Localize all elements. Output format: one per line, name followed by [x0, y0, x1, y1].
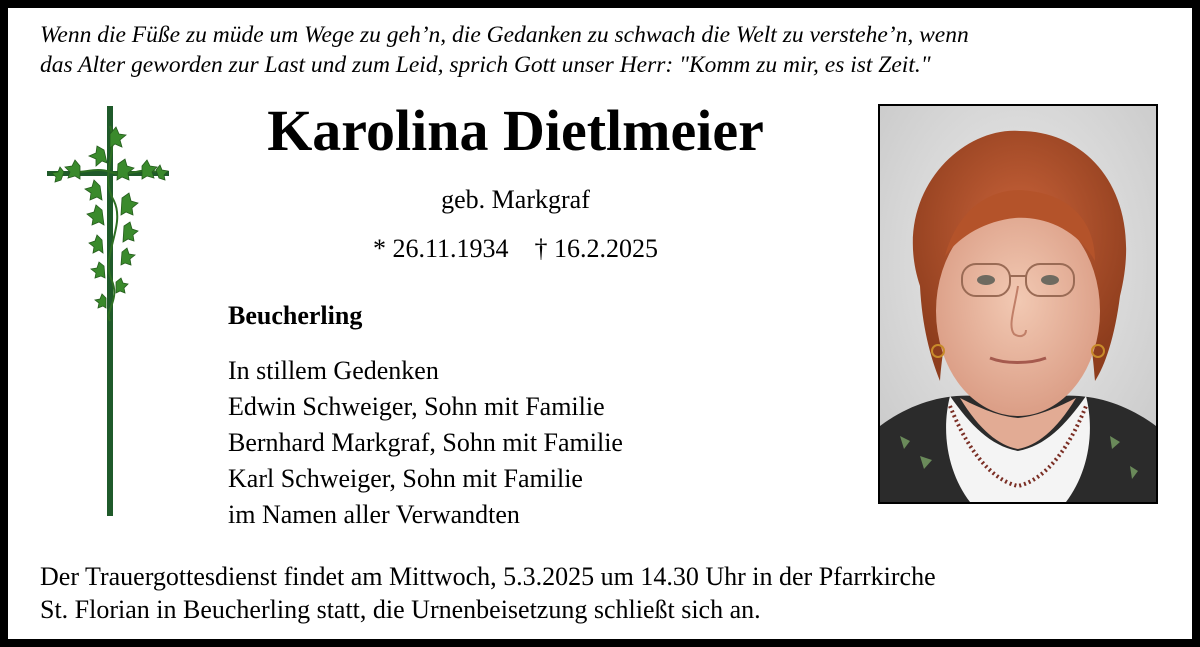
verse-line-2: das Alter geworden zur Last und zum Leid, sprich Gott unser Herr: "Komm zu mir, es ist Zeit."	[40, 52, 931, 78]
deceased-name: Karolina Dietlmeier	[267, 98, 764, 163]
portrait-illustration	[880, 106, 1156, 502]
verse-line-1: Wenn die Füße zu müde um Wege zu geh’n, die Gedanken zu schwach die Welt zu verstehe’n, wenn	[40, 22, 969, 48]
maiden-name: geb. Markgraf	[441, 185, 590, 214]
mourner-entry: Edwin Schweiger, Sohn mit Familie	[228, 392, 605, 421]
mourner-entry: Bernhard Markgraf, Sohn mit Familie	[228, 428, 623, 457]
mourner-entry: im Namen aller Verwandten	[228, 500, 520, 529]
mourner-entry: Karl Schweiger, Sohn mit Familie	[228, 464, 583, 493]
service-line-1: Der Trauergottesdienst findet am Mittwoch, 5.3.2025 um 14.30 Uhr in der Pfarrkirche	[40, 562, 936, 591]
hometown: Beucherling	[228, 301, 363, 330]
portrait-photo	[878, 104, 1158, 504]
service-line-2: St. Florian in Beucherling statt, die Urnenbeisetzung schließt sich an.	[40, 595, 761, 624]
mourners-intro: In stillem Gedenken	[228, 356, 439, 385]
life-dates: * 26.11.1934 † 16.2.2025	[372, 234, 659, 263]
mourners-list	[228, 353, 623, 533]
ivy-cross-icon	[44, 106, 174, 526]
service-announcement	[40, 560, 1180, 626]
verse-text	[40, 20, 1180, 80]
